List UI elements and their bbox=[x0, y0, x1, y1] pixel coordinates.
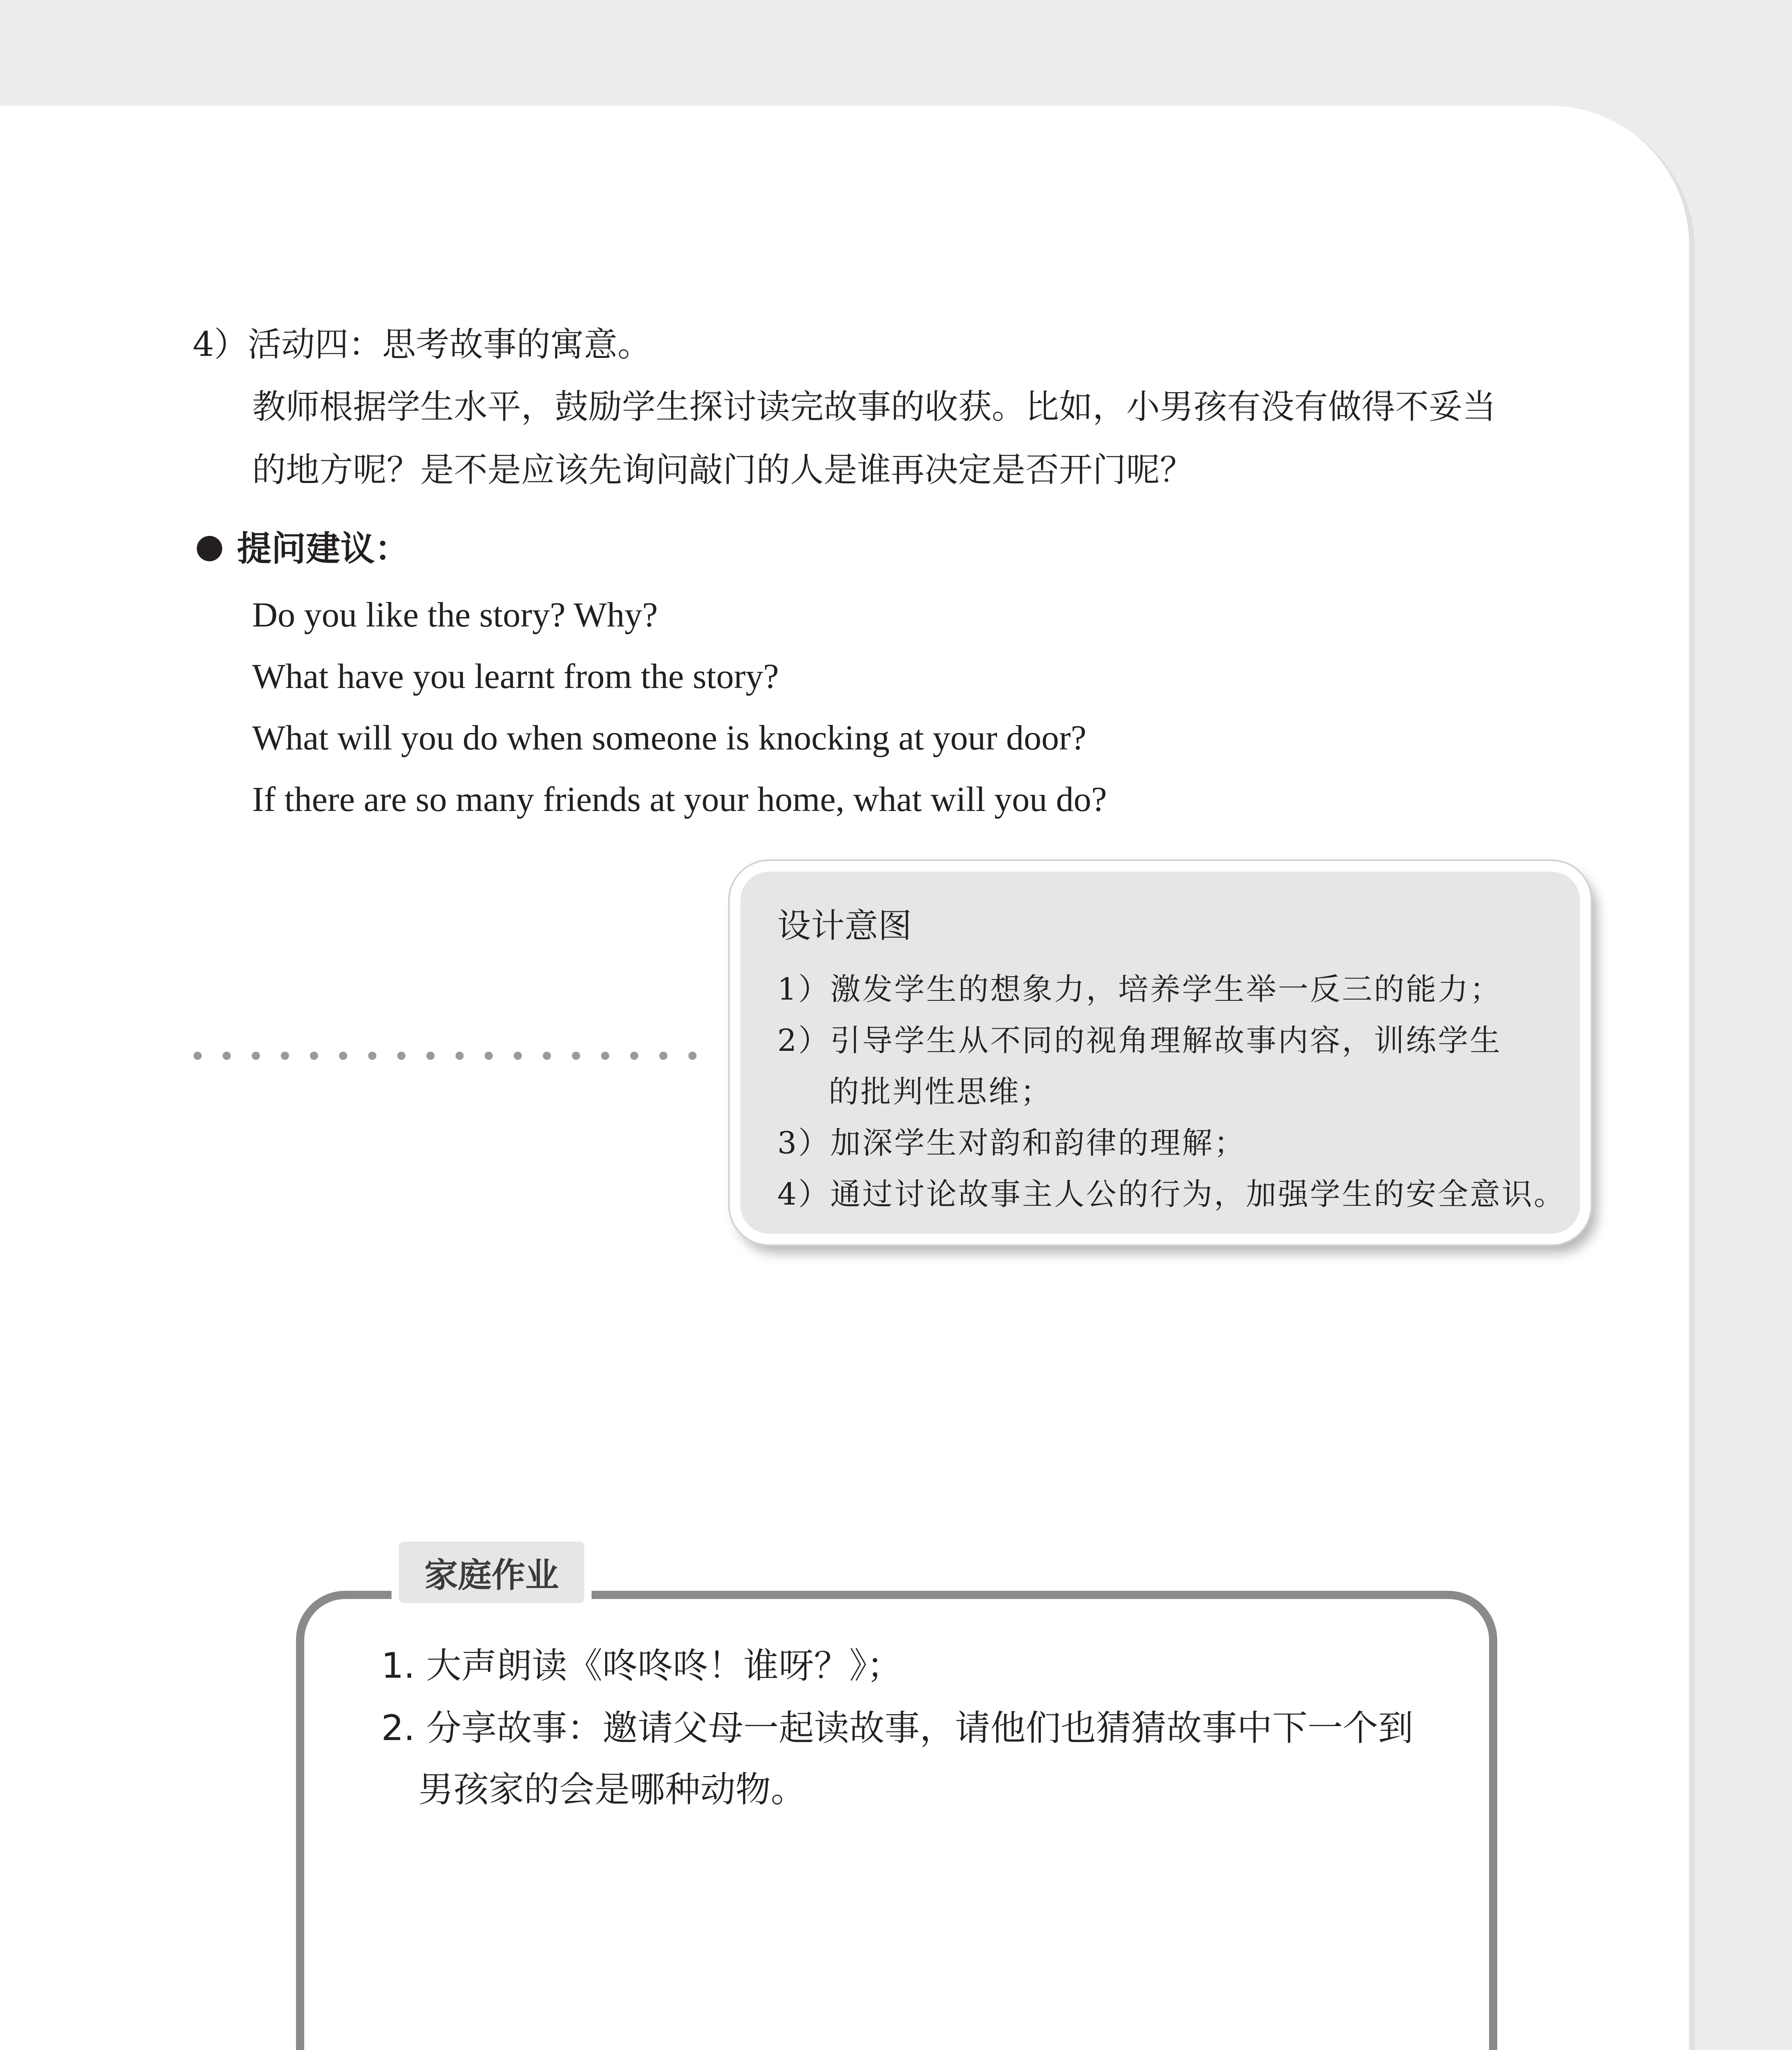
question-item: If there are so many friends at your home, what will you do? bbox=[252, 779, 1107, 819]
design-intent-item: 3）加深学生对韵和韵律的理解； bbox=[777, 1125, 1246, 1161]
homework-tab-label: 家庭作业 bbox=[424, 1556, 559, 1595]
dotted-divider bbox=[193, 1050, 705, 1062]
design-intent-item: 4）通过讨论故事主人公的行为，加强学生的安全意识。 bbox=[777, 1177, 1566, 1212]
question-item: What have you learnt from the story? bbox=[252, 656, 779, 696]
activity-title: 4）活动四：思考故事的寓意。 bbox=[193, 325, 651, 364]
activity-body-line: 教师根据学生水平，鼓励学生探讨读完故事的收获。比如，小男孩有没有做得不妥当 bbox=[252, 387, 1496, 426]
bullet-icon bbox=[197, 536, 222, 561]
activity-body-line: 的地方呢？是不是应该先询问敲门的人是谁再决定是否开门呢？ bbox=[252, 451, 1194, 490]
questions-heading bbox=[197, 528, 410, 569]
homework-item: 1. 大声朗读《咚咚咚！谁呀？》； bbox=[381, 1645, 902, 1686]
design-intent-title: 设计意图 bbox=[777, 907, 912, 945]
design-intent-item: 1）激发学生的想象力，培养学生举一反三的能力； bbox=[777, 972, 1502, 1007]
homework-item: 2. 分享故事：邀请父母一起读故事，请他们也猜猜故事中下一个到 bbox=[381, 1708, 1414, 1749]
homework-tab bbox=[392, 1534, 592, 1610]
design-intent-box bbox=[730, 861, 1591, 1244]
design-intent-item: 的批判性思维； bbox=[829, 1074, 1052, 1109]
homework-item: 男孩家的会是哪种动物。 bbox=[418, 1769, 806, 1810]
question-item: What will you do when someone is knocking at your door? bbox=[252, 718, 1086, 757]
question-item: Do you like the story? Why? bbox=[252, 595, 658, 634]
questions-heading-label: 提问建议： bbox=[237, 528, 410, 569]
design-intent-item: 2）引导学生从不同的视角理解故事内容，训练学生 bbox=[777, 1023, 1502, 1058]
